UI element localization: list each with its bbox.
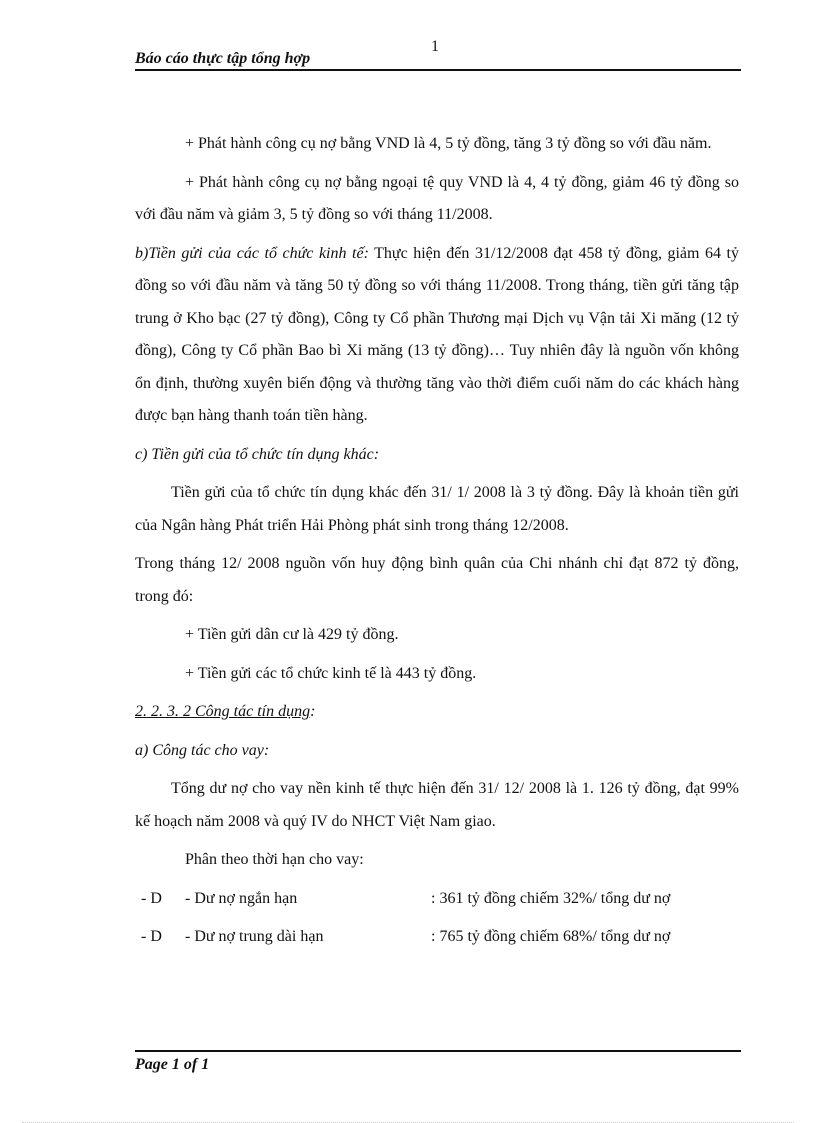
credit-section-title: 2. 2. 3. 2 Công tác tín dụng	[135, 703, 311, 720]
credit-institution-heading: c) Tiền gửi của tổ chức tín dụng khác:	[135, 445, 380, 463]
short-term-loan-row	[135, 883, 739, 916]
paragraph-vnd-debt: + Phát hành công cụ nợ bằng VND là 4, 5 tỷ đồng, tăng 3 tỷ đồng so với đầu năm.	[185, 135, 712, 152]
lending-subheading: a) Công tác cho vay:	[135, 741, 270, 759]
paragraph-foreign-debt: + Phát hành công cụ nợ bằng ngoại tệ quy VND là 4, 4 tỷ đồng, giảm 46 tỷ đồng so với đầu năm và giảm 3, 5 tỷ đồng so với tháng 11/2008.	[135, 173, 739, 223]
footer-divider	[135, 1050, 741, 1052]
credit-section-colon: :	[310, 703, 316, 720]
economic-deposits-label: b)Tiền gửi của các tổ chức kinh tế:	[135, 244, 369, 262]
loan-term-intro: Phân theo thời hạn cho vay:	[185, 851, 364, 868]
header-title: Báo cáo thực tập tổng hợp	[135, 50, 311, 67]
economic-deposits-text: Thực hiện đến 31/12/2008 đạt 458 tỷ đồng, giảm 64 tỷ đồng so với đầu năm và tăng 50 tỷ đồng so với tháng 11/2008. Trong tháng, tiền gửi tăng tập trung ở Kho bạc (27 tỷ đồng), Công ty Cổ phần Thương mại Dịch vụ Vận tải Xi măng (12 tỷ đồng), Công ty Cổ phần Bao bì Xi măng (13 tỷ đồng)… Tuy nhiên đây là nguồn vốn không ổn định, thường xuyên biến động và thường tăng vào thời điểm cuối năm do các khách hàng được bạn hàng thanh toán tiền hàng.	[135, 244, 739, 424]
page-number: 1	[431, 38, 439, 55]
row-value: : 765 tỷ đồng chiếm 68%/ tổng dư nợ	[431, 928, 671, 945]
resident-deposits-line: + Tiền gửi dân cư là 429 tỷ đồng.	[185, 626, 399, 643]
org-deposits-line: + Tiền gửi các tổ chức kinh tế là 443 tỷ đồng.	[185, 664, 477, 682]
credit-section-heading	[135, 696, 739, 729]
row-bullet: - D	[141, 889, 162, 907]
row-label: - Dư nợ ngắn hạn	[185, 889, 298, 907]
footer-page-label: Page 1 of 1	[135, 1056, 210, 1073]
row-label: - Dư nợ trung dài hạn	[185, 928, 324, 945]
header-divider	[135, 69, 741, 71]
paragraph-economic-deposits	[135, 238, 739, 433]
paragraph-credit-deposits: Tiền gửi của tổ chức tín dụng khác đến 31/ 1/ 2008 là 3 tỷ đồng. Đây là khoản tiền gửi của Ngân hàng Phát triển Hải Phòng phát sinh trong tháng 12/2008.	[135, 484, 739, 534]
row-bullet: - D	[141, 928, 162, 945]
row-value: : 361 tỷ đồng chiếm 32%/ tổng dư nợ	[431, 889, 671, 907]
long-term-loan-row	[135, 921, 739, 954]
paragraph-total-loans: Tổng dư nợ cho vay nền kinh tế thực hiện đến 31/ 12/ 2008 là 1. 126 tỷ đồng, đạt 99% kế hoạch năm 2008 và quý IV do NHCT Việt Nam giao.	[135, 780, 739, 830]
document-body	[135, 128, 739, 960]
paragraph-average-capital: Trong tháng 12/ 2008 nguồn vốn huy động bình quân của Chi nhánh chỉ đạt 872 tỷ đồng, trong đó:	[135, 555, 739, 605]
